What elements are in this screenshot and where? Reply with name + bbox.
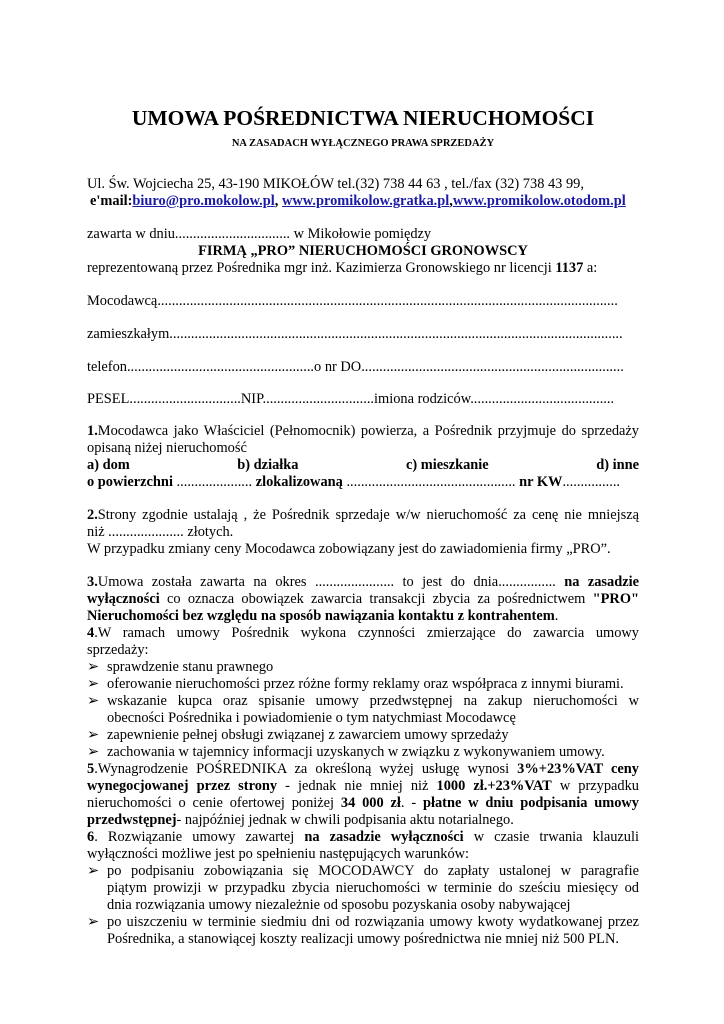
section-5-line-1: 5.Wynagrodzenie POŚREDNIKA za określoną wyżej usługę wynosi 3%+23%VAT ceny — [87, 761, 639, 777]
section-6-line-1: 6. Rozwiązanie umowy zawartej na zasadzie wyłączności w czasie trwania klauzuli — [87, 829, 639, 845]
section-1-line-2: opisaną niżej nieruchomość — [87, 440, 247, 456]
section-4-line-1: 4.W ramach umowy Pośrednik wykona czynności zmierzające do zawarcia umowy — [87, 625, 639, 641]
section-5-line-4: przedwstępnej- najpóźniej jednak w chwili podpisania aktu notarialnego. — [87, 812, 514, 828]
arrow-bullet-icon: ➢ — [87, 676, 100, 692]
pesel-field: PESEL...............................NIP...............................imiona rodziców........................................ — [87, 391, 615, 407]
arrow-bullet-icon: ➢ — [87, 659, 100, 675]
email-label: e'mail: — [90, 193, 133, 209]
section-6-line-2: wyłączności możliwe jest po spełnieniu następujących warunków: — [87, 846, 470, 862]
arrow-bullet-icon: ➢ — [87, 693, 100, 709]
property-details-line: o powierzchni ..................... zlokalizowaną ............................................... nr KW................ — [87, 474, 621, 490]
document-title: UMOWA POŚREDNICTWA NIERUCHOMOŚCI — [131, 106, 595, 130]
agency-contacts: e'mail:biuro@pro.mokolow.pl, www.promikolow.gratka.pl,www.promikolow.otodom.pl — [90, 193, 626, 209]
section-2-line-2: niż ..................... złotych. — [87, 524, 234, 540]
document-subtitle: NA ZASADACH WYŁĄCZNEGO PRAWA SPRZEDAŻY — [231, 138, 495, 149]
arrow-bullet-icon: ➢ — [87, 744, 100, 760]
email-link[interactable]: biuro@pro.mokolow.pl — [132, 193, 275, 209]
phone-field: telefon....................................................o nr DO......................................................................... — [87, 359, 624, 375]
option-other: d) inne — [596, 457, 639, 473]
concluded-line: zawarta w dniu................................ w Mikołowie pomiędzy — [87, 226, 432, 242]
website-link-gratka[interactable]: www.promikolow.gratka.pl — [281, 193, 450, 209]
section-1-line-1: 1.Mocodawca jako Właściciel (Pełnomocnik) powierza, a Pośrednik przyjmuje do sprzedaży — [87, 423, 639, 439]
section-5-line-3: nieruchomości o cenie ofertowej poniżej 34 000 zł. - płatne w dniu podpisania umowy — [87, 795, 639, 811]
section-5-line-2: wynegocjowanej przez strony - jednak nie mniej niż 1000 zł.+23%VAT w przypadku — [87, 778, 640, 794]
option-apartment: c) mieszkanie — [405, 457, 489, 473]
arrow-bullet-icon: ➢ — [87, 914, 100, 930]
client-field: Mocodawcą................................................................................................................................ — [87, 293, 618, 309]
section-4-line-2: sprzedaży: — [87, 642, 149, 658]
option-plot: b) działka — [237, 457, 299, 473]
section-2-line-1: 2.Strony zgodnie ustalają , że Pośrednik sprzedaje w/w nieruchomość za cenę nie mniejszą — [87, 507, 639, 523]
property-type-options — [87, 457, 639, 474]
section-2-line-3: W przypadku zmiany ceny Mocodawca zobowiązany jest do zawiadomienia firmy „PRO”. — [87, 541, 611, 557]
arrow-bullet-icon: ➢ — [87, 727, 100, 743]
option-house: a) dom — [87, 457, 130, 473]
section-3-line-3: Nieruchomości bez względu na sposób nawiązania kontaktu z kontrahentem. — [87, 608, 559, 624]
website-link-otodom[interactable]: www.promikolow.otodom.pl — [452, 193, 626, 209]
firm-name: FIRMĄ „PRO” NIERUCHOMOŚCI GRONOWSCY — [198, 243, 528, 259]
arrow-bullet-icon: ➢ — [87, 863, 100, 879]
agency-address: Ul. Św. Wojciecha 25, 43-190 MIKOŁÓW tel.(32) 738 44 63 , tel./fax (32) 738 43 99, — [87, 176, 584, 192]
section-3-line-1: 3.Umowa została zawarta na okres ...................... to jest do dnia................ na zasadzie — [87, 574, 639, 590]
licence-number: 1137 — [555, 260, 584, 276]
represented-line: reprezentowaną przez Pośrednika mgr inż. Kazimierza Gronowskiego nr licencji 1137 a: — [87, 260, 598, 276]
section-3-line-2: wyłączności co oznacza obowiązek zawarcia transakcji zbycia za pośrednictwem "PRO" — [87, 591, 639, 607]
residence-field: zamieszkałym.............................................................................................................................. — [87, 326, 623, 342]
